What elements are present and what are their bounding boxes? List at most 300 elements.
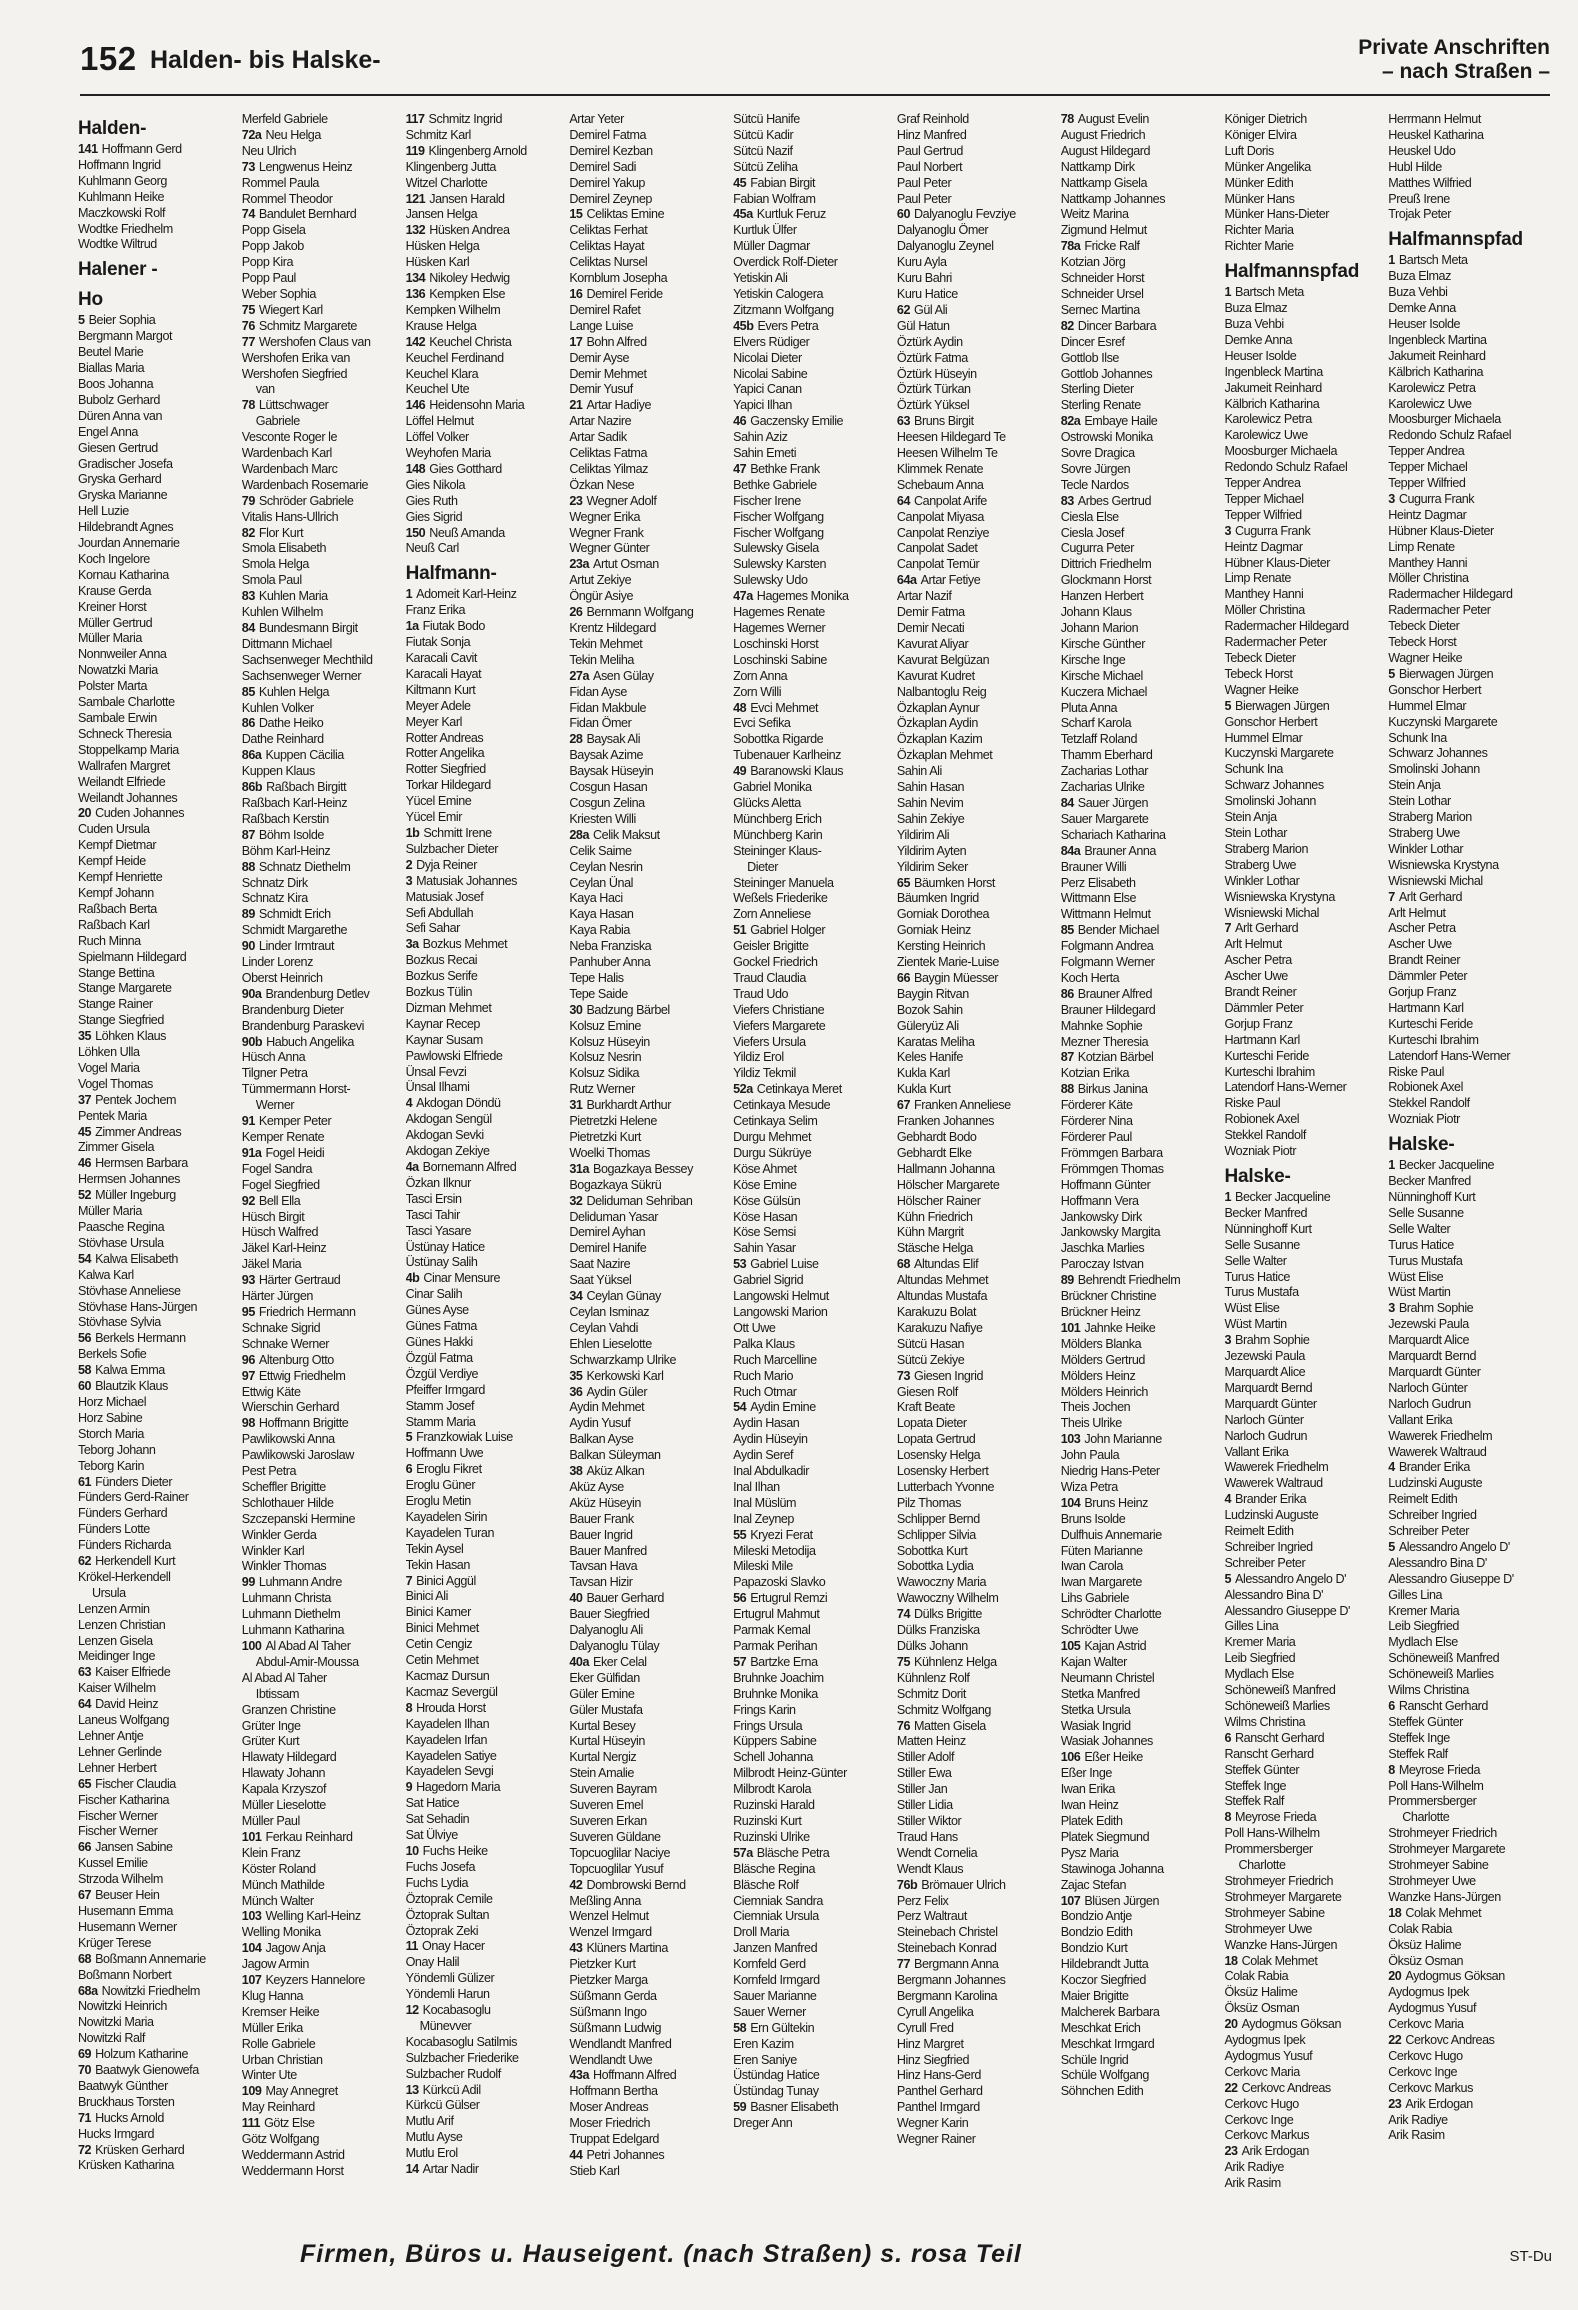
resident-entry [242,1178,401,1194]
resident-entry [1224,192,1383,208]
resident-name: Droll Maria [733,1925,790,1940]
resident-entry [1224,2033,1383,2049]
resident-entry [78,552,237,568]
resident-name: Brömauer Ulrich [921,1877,1006,1892]
house-number: 1 [405,587,413,602]
resident-name: Brandenburg Paraskevi [241,1018,364,1033]
house-number: 86 [241,716,255,731]
resident-entry [569,907,728,923]
resident-entry [733,1305,892,1321]
resident-entry [1061,828,1220,844]
resident-entry [406,2098,565,2114]
resident-name: Kayadelen Turan [405,1525,495,1540]
resident-name: Laneus Wolfgang [78,1713,170,1728]
resident-name: Steffek Ralf [1224,1794,1284,1809]
resident-name: Franz Erika [405,603,465,618]
resident-entry [1224,1906,1383,1922]
house-number: 98 [241,1416,255,1431]
resident-entry [1388,683,1547,699]
resident-name: Meschkat Erich [1060,2020,1141,2035]
resident-entry [733,2084,892,2100]
resident-name: Kurteschi Feride [1388,1016,1473,1031]
resident-name: Ünsal Ilhami [405,1080,470,1095]
resident-entry [1388,428,1547,444]
resident-entry [1388,778,1547,794]
resident-entry [569,1623,728,1639]
resident-name: Luhmann Diethelm [241,1607,341,1622]
resident-name: Arlt Helmut [1224,937,1282,952]
resident-name: Brauner Anna [1084,843,1156,858]
house-number: 49 [733,764,747,779]
resident-entry [78,1379,237,1395]
house-number: 59 [733,2100,747,2115]
resident-entry [897,1162,1056,1178]
resident-entry [242,1400,401,1416]
resident-name: Stövhase Anneliese [78,1283,181,1298]
resident-entry [897,1448,1056,1464]
resident-entry [897,271,1056,287]
resident-entry [78,902,237,918]
resident-entry [78,1761,237,1777]
resident-name: Königer Elvira [1224,127,1297,142]
resident-entry [78,1824,237,1840]
resident-entry [569,1528,728,1544]
resident-name: Hallmann Johanna [896,1161,995,1176]
resident-name: Bornemann Alfred [422,1160,517,1174]
resident-entry [897,1894,1056,1910]
resident-name: Stein Anja [1224,810,1277,825]
resident-entry [1388,365,1547,381]
resident-entry [1224,667,1383,683]
resident-entry [733,701,892,717]
resident-entry [406,1399,565,1415]
resident-name: Ostrowski Monika [1060,430,1153,445]
resident-name: Schlipper Bernd [896,1511,980,1526]
resident-entry [1388,874,1547,890]
resident-entry [569,1671,728,1687]
resident-name: Cugurra Peter [1060,541,1134,556]
resident-name: Becker Jacqueline [1398,1158,1495,1173]
resident-entry [733,1019,892,1035]
resident-entry [78,1984,237,2000]
resident-entry [78,1634,237,1650]
resident-entry [406,128,565,144]
resident-name: Pietzker Kurt [569,1957,636,1972]
resident-name: Heidensohn Maria [429,398,525,413]
resident-name: Petri Johannes [586,2148,665,2162]
house-number: 1 [1224,285,1232,300]
resident-name: Raßbach Berta [78,901,157,916]
resident-name: Tasci Tahir [405,1207,460,1222]
resident-name: Keuchel Christa [429,334,512,349]
resident-entry [733,541,892,557]
resident-entry [1061,1750,1220,1766]
resident-name: Cetin Mehmet [405,1653,479,1668]
resident-name: Kuczynski Margarete [1388,714,1498,729]
resident-name: Traud Udo [733,986,789,1001]
resident-entry [569,319,728,335]
resident-entry [1388,921,1547,937]
resident-entry [242,1846,401,1862]
resident-name: Strohmeyer Friedrich [1388,1826,1497,1841]
resident-name: Jansen Harald [429,191,505,206]
resident-name: Artut Osman [593,557,659,572]
resident-name: Sobottka Kurt [896,1543,968,1558]
resident-name: Fischer Katharina [78,1792,170,1807]
house-number: 82 [241,525,255,540]
resident-name: Cuden Johannes [95,806,185,821]
resident-name: Straberg Marion [1224,841,1309,856]
resident-entry [1061,1734,1220,1750]
resident-name: Wegner Günter [569,541,650,556]
resident-entry [1224,349,1383,365]
resident-name: Turus Hatice [1224,1269,1290,1284]
resident-name: Fuchs Heike [422,1843,488,1858]
resident-name: Ceylan Vahdi [569,1320,638,1335]
resident-entry [78,1538,237,1554]
resident-entry [1224,1985,1383,2001]
resident-entry [1388,1445,1547,1461]
resident-name: Fischer Werner [78,1808,158,1823]
resident-name: Cosgun Hasan [569,780,648,795]
resident-entry [78,1475,237,1491]
resident-entry [242,382,401,398]
resident-name: Müller Dagmar [733,239,810,254]
resident-name: Rotter Andreas [405,730,484,745]
resident-name: Kempken Wilhelm [405,302,501,317]
resident-name: Marquardt Günter [1224,1396,1317,1411]
resident-entry [406,2067,565,2083]
resident-name: Schöneweiß Marlies [1388,1667,1494,1682]
resident-name: Götz Else [264,2116,315,2131]
resident-name: Eroglu Güner [405,1478,476,1493]
resident-entry [897,955,1056,971]
resident-entry [78,775,237,791]
resident-name: Kersting Heinrich [896,939,986,954]
resident-entry [569,1766,728,1782]
resident-entry [897,1114,1056,1130]
resident-entry [78,504,237,520]
resident-name: Gonschor Herbert [1388,682,1482,697]
resident-entry [78,2111,237,2127]
resident-entry [569,2068,728,2084]
resident-name: Arik Rasim [1224,2176,1281,2191]
house-number: 84 [241,621,255,635]
resident-entry [1224,731,1383,747]
resident-name: Karolewicz Petra [1224,412,1312,427]
house-number: 7 [1388,889,1395,904]
resident-entry [1224,1763,1383,1779]
resident-entry [569,1146,728,1162]
resident-entry [242,1066,401,1082]
resident-entry [406,2114,565,2130]
house-number: 1 [1388,253,1395,268]
resident-name: Böhm Karl-Heinz [241,843,331,858]
resident-entry [1224,1254,1383,1270]
resident-name: Tasci Yasare [405,1223,472,1238]
resident-entry [1224,1794,1383,1810]
resident-name: Müller Maria [78,631,142,646]
resident-entry [733,1878,892,1894]
resident-name: Nalbantoglu Reig [896,684,987,699]
resident-name: Suveren Güldane [569,1829,661,1844]
resident-entry [897,1830,1056,1846]
resident-name: Hölscher Margarete [896,1177,1000,1192]
resident-entry [897,1671,1056,1687]
resident-entry [569,398,728,414]
resident-name: Süßmann Ingo [569,2004,647,2019]
resident-entry [1061,1225,1220,1241]
resident-name: Hagemes Renate [733,605,825,620]
resident-name: Weilandt Johannes [78,790,178,805]
resident-entry [1224,524,1383,540]
resident-entry [569,1464,728,1480]
resident-entry [242,907,401,923]
house-number: 96 [241,1352,255,1367]
resident-name: Brückner Heinz [1060,1304,1141,1319]
resident-name: Kiltmann Kurt [405,682,476,697]
resident-entry [569,128,728,144]
resident-name: Paasche Regina [78,1220,165,1234]
resident-name: Kayadelen Sirin [405,1509,488,1524]
resident-name: Tekin Aysel [405,1541,464,1556]
house-number: 77 [241,334,255,349]
resident-entry [1061,1941,1220,1957]
house-number: 58 [733,2020,747,2035]
resident-name: Bauer Gerhard [586,1591,664,1606]
resident-entry [78,472,237,488]
resident-entry [1061,160,1220,176]
resident-entry [733,478,892,494]
resident-entry [733,446,892,462]
resident-entry [897,1464,1056,1480]
resident-name: Eren Kazim [733,2036,794,2051]
resident-name: John Paula [1060,1448,1120,1463]
resident-entry [78,966,237,982]
resident-name: Ceylan Nesrin [569,859,643,874]
house-number: 82 [1060,318,1074,333]
resident-entry [242,192,401,208]
resident-name: Sat Hatice [405,1796,460,1811]
resident-entry [569,112,728,128]
resident-name: Strohmeyer Margarete [1224,1889,1342,1904]
resident-entry [242,2132,401,2148]
resident-entry [733,939,892,955]
resident-name: Schmitz Margarete [258,318,357,333]
resident-name: Iwan Erika [1060,1782,1115,1797]
resident-entry [1224,1080,1383,1096]
resident-entry [1224,1715,1383,1731]
resident-entry [897,1432,1056,1448]
house-number: 1 [1224,1190,1232,1204]
resident-entry [78,1188,237,1204]
resident-name: Jansen Sabine [95,1840,173,1855]
resident-entry [1388,1874,1547,1890]
resident-name: Wershofen Erika van [241,350,350,365]
resident-name: Baysak Ali [586,732,641,747]
resident-name: Hlawaty Hildegard [241,1750,337,1765]
resident-entry [78,1777,237,1793]
resident-entry [242,955,401,971]
resident-name: Kolsuz Emine [569,1018,641,1033]
resident-name: Flor Kurt [258,525,304,540]
street-heading: Halske- [1388,1134,1455,1156]
resident-name: Oberst Heinrich [241,970,323,985]
resident-name: Hinz Margret [896,2036,964,2051]
resident-name: Özgül Fatma [405,1350,473,1365]
resident-entry [242,351,401,367]
resident-name: Wershofen Claus van [258,334,371,349]
resident-name: Müller Gertrud [78,615,153,630]
resident-entry [569,526,728,542]
resident-entry [406,2146,565,2162]
house-number: 8 [1224,1810,1232,1825]
resident-entry [406,2130,565,2146]
resident-name: Gottlob Johannes [1060,366,1153,381]
resident-name: Kremser Heike [241,2004,320,2019]
resident-entry [733,303,892,319]
resident-entry [733,1400,892,1416]
resident-entry [242,860,401,876]
resident-entry [569,478,728,494]
resident-entry [569,1512,728,1528]
resident-entry [569,1321,728,1337]
resident-entry [733,192,892,208]
resident-name: Wüst Martin [1388,1285,1451,1300]
resident-name: Celiktas Ferhat [569,223,648,238]
house-number: 117 [405,112,425,126]
resident-entry [1224,858,1383,874]
resident-entry [733,1210,892,1226]
house-number: 65 [896,875,911,890]
resident-name: Aydin Yusuf [569,1416,631,1431]
resident-name: Aydin Hüseyin [733,1432,808,1447]
resident-entry [733,223,892,239]
resident-name: Karacali Hayat [405,666,482,681]
resident-entry [242,1878,401,1894]
resident-entry [569,1750,728,1766]
resident-entry [1224,2128,1383,2144]
resident-entry [406,1160,565,1176]
resident-entry [406,1494,565,1510]
resident-name: Strohmeyer Sabine [1388,1858,1489,1873]
resident-name: Dombrowski Bernd [586,1877,686,1892]
resident-entry [1224,412,1383,428]
resident-entry [242,1830,401,1846]
resident-entry [897,573,1056,589]
resident-name: Meyrose Frieda [1235,1810,1317,1825]
resident-name: Sovre Jürgen [1060,461,1131,476]
resident-entry [1061,955,1220,971]
resident-entry [1388,1365,1547,1381]
resident-entry [406,414,565,430]
resident-name: Altenburg Otto [258,1352,334,1367]
resident-entry [733,1114,892,1130]
resident-name: Wisniewska Krystyna [1388,857,1499,872]
resident-name: Linder Lorenz [241,955,313,970]
resident-entry [897,1019,1056,1035]
resident-name: Eker Celal [593,1654,647,1669]
resident-entry [733,1925,892,1941]
resident-entry [406,1589,565,1605]
resident-entry [1061,1337,1220,1353]
resident-name: Kurtluk Feruz [756,207,826,222]
resident-name: Sauer Werner [733,2004,806,2019]
resident-entry [406,985,565,1001]
resident-entry [406,303,565,319]
resident-name: Stange Bettina [78,965,155,980]
resident-entry [78,1236,237,1252]
resident-name: Franken Johannes [896,1114,995,1129]
house-number: 89 [241,907,255,922]
resident-name: Perz Felix [896,1893,949,1908]
resident-name: Schmitz Karl [405,127,471,142]
house-number: 5 [1388,666,1395,681]
resident-name: Aydogmus Ipek [1388,1985,1469,2000]
resident-name: Gilles Lina [1388,1587,1443,1602]
resident-entry [242,748,401,764]
resident-entry [242,319,401,335]
resident-name: Jankowsky Dirk [1060,1209,1142,1224]
resident-name: Fogel Heidi [265,1145,325,1160]
resident-entry [569,605,728,621]
resident-name: Selle Susanne [1224,1237,1300,1252]
resident-name: Limp Renate [1224,571,1291,586]
resident-entry [406,1558,565,1574]
resident-entry [897,685,1056,701]
resident-name: Yücel Emir [405,810,462,825]
resident-entry [569,287,728,303]
resident-entry [406,494,565,510]
resident-entry [406,667,565,683]
resident-entry [1388,1779,1547,1795]
resident-name: Wodtke Wiltrud [78,237,157,252]
resident-entry [406,2019,565,2035]
resident-name: Buza Elmaz [1224,301,1288,316]
resident-name: Mahnke Sophie [1060,1018,1143,1033]
resident-entry [78,1268,237,1284]
resident-entry [569,2148,728,2164]
resident-name: Keuchel Ute [405,382,470,397]
resident-name: Pawlowski Elfriede [405,1048,503,1063]
resident-name: Schnake Sigrid [241,1320,321,1335]
resident-name: Malcherek Barbara [1060,2004,1160,2019]
resident-name: Stövhase Hans-Jürgen [78,1299,198,1314]
resident-name: Bergmann Margot [78,329,173,344]
resident-name: Fünders Dieter [95,1474,173,1489]
resident-name: Friedrich Hermann [258,1304,356,1319]
resident-entry [78,870,237,886]
resident-entry [1061,1480,1220,1496]
directory-column [406,112,570,2230]
resident-entry [1388,176,1547,192]
resident-name: Pietretzki Helene [569,1114,657,1129]
resident-entry [897,1050,1056,1066]
resident-entry [242,1369,401,1385]
resident-name: Raßbach Karl-Heinz [241,795,348,810]
resident-entry [569,1082,728,1098]
resident-entry [1388,667,1547,683]
resident-name: Kalwa Karl [78,1267,134,1282]
house-number: 43 [569,1941,583,1956]
house-number: 58 [78,1363,92,1378]
resident-entry [406,144,565,160]
resident-entry [569,1734,728,1750]
resident-entry [733,1703,892,1719]
resident-entry [406,794,565,810]
resident-name: Rutz Werner [569,1082,635,1097]
resident-name: Wawerek Waltraud [1224,1476,1323,1491]
